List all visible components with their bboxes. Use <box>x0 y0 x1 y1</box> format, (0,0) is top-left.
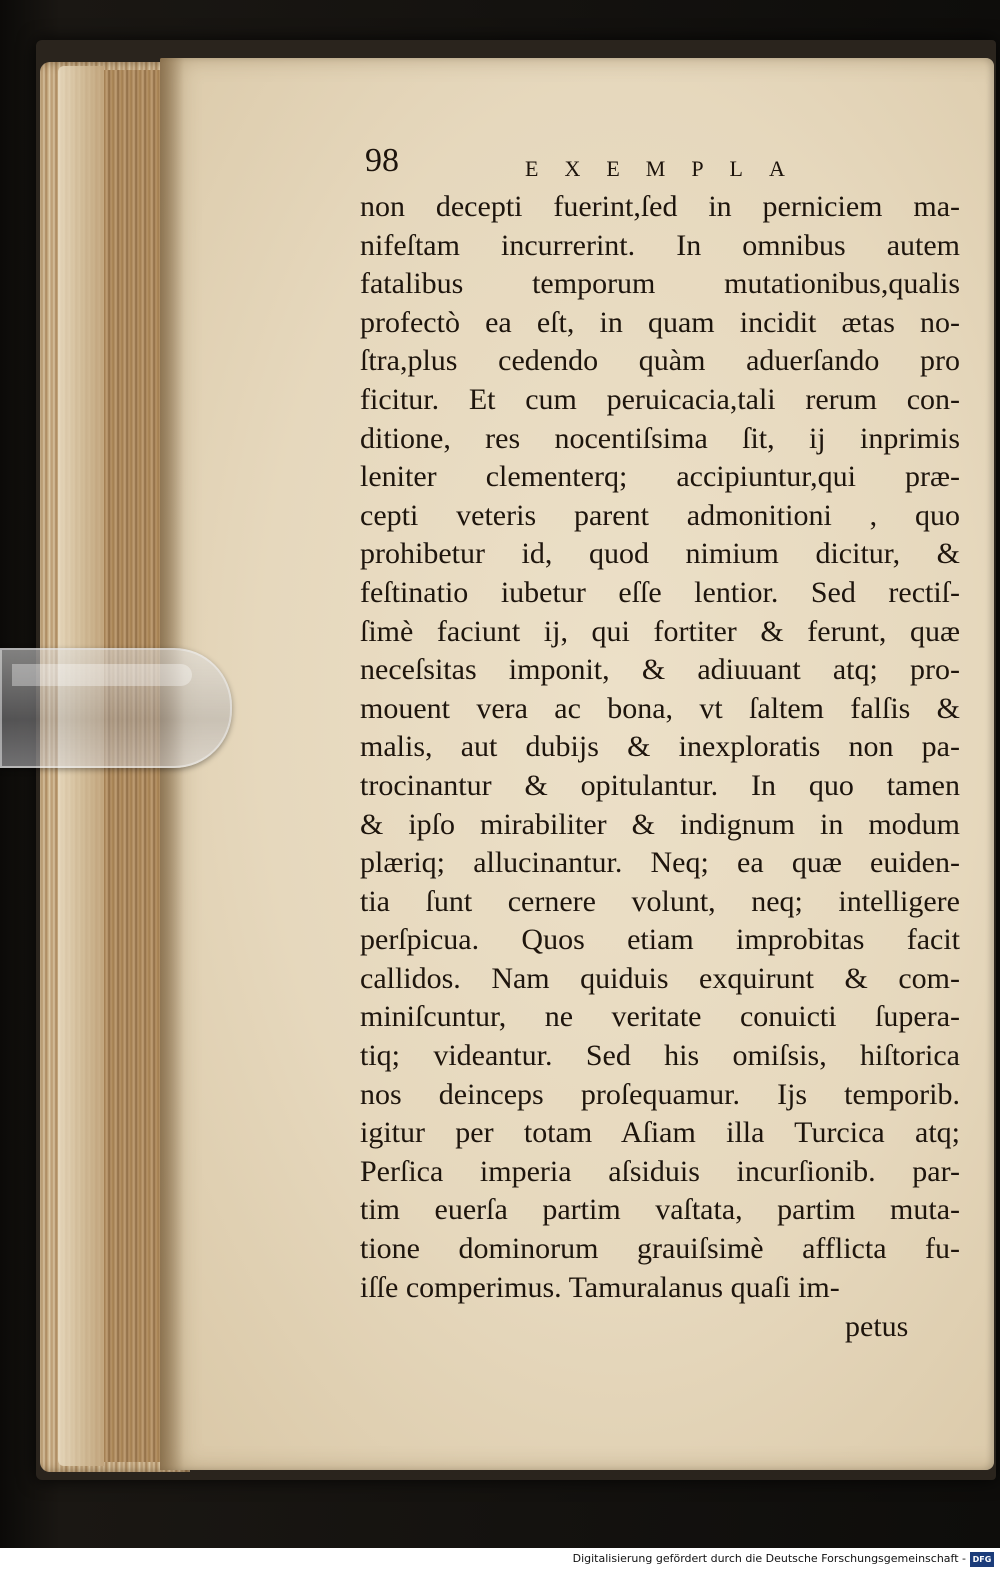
funding-credit: Digitalisierung gefördert durch die Deutsche Forschungsgemeinschaft - <box>572 1552 966 1565</box>
text-line: tia ſunt cernere volunt, neq; intelligere <box>360 884 960 918</box>
text-line: iſſe comperimus. Tamuralanus quaſi im- <box>360 1270 840 1304</box>
footer-bar <box>0 1548 1000 1573</box>
text-line: nifeſtam incurrerint. In omnibus autem <box>360 228 960 262</box>
text-line: perſpicua. Quos etiam improbitas facit <box>360 923 960 957</box>
text-line: cepti veteris parent admonitioni , quo <box>360 498 960 532</box>
text-line: nos deinceps proſequamur. Ijs temporib. <box>360 1077 960 1111</box>
text-line: prohibetur id, quod nimium dicitur, & <box>360 537 960 571</box>
page-clip <box>0 648 232 768</box>
text-line: tim euerſa partim vaſtata, partim muta- <box>360 1193 960 1227</box>
text-line: & ipſo mirabiliter & indignum in modum <box>360 807 960 841</box>
text-line: ſtra,plus cedendo quàm aduerſando pro <box>360 344 960 378</box>
text-line: Perſica imperia aſsiduis incurſionib. par- <box>360 1154 960 1188</box>
dfg-logo: DFG <box>970 1552 994 1567</box>
body-text <box>360 188 960 1307</box>
text-line: ſimè faciunt ij, qui fortiter & ferunt, quæ <box>360 614 960 648</box>
text-line: leniter clementerq; accipiuntur,qui præ- <box>360 460 960 494</box>
page-header <box>365 142 925 192</box>
text-line: mouent vera ac bona, vt ſaltem falſis & <box>360 691 960 725</box>
text-line: callidos. Nam quiduis exquirunt & com- <box>360 961 960 995</box>
text-line: tione dominorum grauiſsimè afflicta fu- <box>360 1232 960 1266</box>
text-line: plæriq; allucinantur. Neq; ea quæ euiden- <box>360 846 960 880</box>
text-line: tiq; videantur. Sed his omiſsis, hiſtorica <box>360 1039 960 1073</box>
text-line: ficitur. Et cum peruicacia,tali rerum con- <box>360 382 960 416</box>
text-line: profectò ea eſt, in quam incidit ætas no- <box>360 305 960 339</box>
page-number: 98 <box>365 142 399 179</box>
text-line: trocinantur & opitulantur. In quo tamen <box>360 768 960 802</box>
catchword: petus <box>845 1310 909 1343</box>
text-line: non decepti fuerint,ſed in perniciem ma- <box>360 190 960 223</box>
text-line: malis, aut dubijs & inexploratis non pa- <box>360 730 960 764</box>
text-line: ditione, res nocentiſsima ſit, ij inprimis <box>360 421 960 455</box>
text-line: igitur per totam Aſiam illa Turcica atq; <box>360 1116 960 1150</box>
text-line: miniſcuntur, ne veritate conuicti ſupera- <box>360 1000 960 1034</box>
text-line: neceſsitas imponit, & adiuuant atq; pro- <box>360 653 960 687</box>
text-line: fatalibus temporum mutationibus,qualis <box>360 267 960 301</box>
running-head: EXEMPLA <box>525 156 811 181</box>
text-line: feſtinatio iubetur eſſe lentior. Sed rectiſ- <box>360 575 960 609</box>
